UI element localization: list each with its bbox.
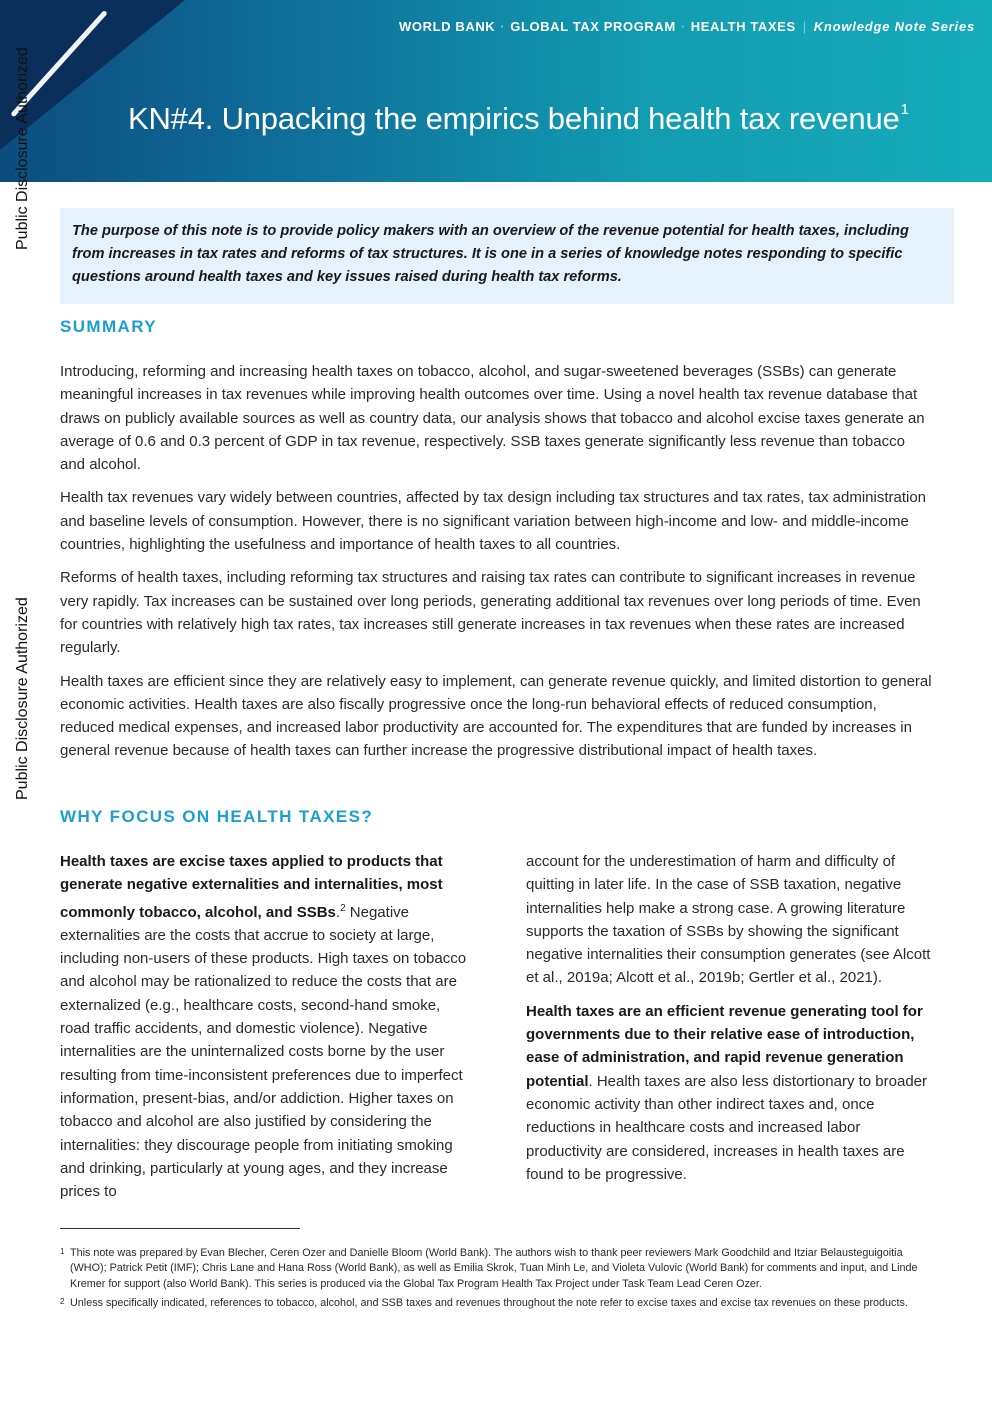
why-right-paragraph-1: account for the underestimation of harm and difficulty of quitting in later life. In the case of SSB taxation, negative internalities help make a strong case. A growing literature supports the taxation of SSBs by showing the significant negative internalities their consumption generates (see Alcott et al., 2019a; Alcott et al., 2019b; Gertler et al., 2021). [526, 853, 931, 987]
why-right-paragraph-2 [526, 1000, 938, 1186]
footnote-2 [60, 1296, 936, 1311]
crumb-global-tax-program: GLOBAL TAX PROGRAM [510, 19, 676, 34]
crumb-separator: · [500, 19, 506, 34]
footnote-1 [60, 1246, 936, 1292]
page-title [128, 101, 909, 137]
why-left-column [60, 850, 472, 1213]
footnote-divider [60, 1228, 300, 1229]
footnotes [60, 1246, 936, 1316]
crumb-separator: · [680, 19, 686, 34]
footnote-mark-2: 2 [340, 902, 346, 914]
why-left-lead: Health taxes are excise taxes applied to products that generate negative externalities and internalities, most commonly tobacco, alcohol, and SSBs [60, 853, 443, 921]
why-left-paragraph [60, 850, 472, 1203]
summary-paragraph: Health tax revenues vary widely between countries, affected by tax design including tax structures and tax rates, tax administration and baseline levels of consumption. However, there is no significant variation between high-income and low- and middle-income countries, highlighting the usefulness and importance of health taxes to all countries. [60, 489, 927, 554]
disclosure-label-bottom: Public Disclosure Authorized [14, 597, 31, 800]
page-title-text: KN#4. Unpacking the empirics behind health tax revenue [128, 101, 900, 136]
why-left-period: . [335, 903, 341, 921]
why-heading: WHY FOCUS ON HEALTH TAXES? [60, 807, 374, 826]
crumb-world-bank: WORLD BANK [399, 19, 496, 34]
series-separator: | [802, 19, 807, 34]
disclosure-label-top: Public Disclosure Authorized [14, 47, 31, 250]
why-left-body: Negative externalities are the costs that accrue to society at large, including non-users of these products. High taxes on tobacco and alcohol may be rationalized to reduce the costs that are externalized (e.g., healthcare costs, second-hand smoke, road traffic accidents, and domestic violence). Negative internalities are the uninternalized costs borne by the user resulting from time-inconsistent preferences due to imperfect information, present-bias, and/or addiction. Higher taxes on tobacco and alcohol are also justified by considering the internalities: they discourage people from initiating smoking and drinking, particularly at young ages, and they increase prices to [60, 903, 467, 1201]
series-breadcrumb [399, 19, 975, 34]
footnote-number: 2 [60, 1297, 65, 1307]
summary-paragraph: Reforms of health taxes, including reforming tax structures and raising tax rates can contribute to significant increases in revenue very rapidly. Tax increases can be sustained over long periods, generating additional tax revenues over long periods of time. Even for countries with relatively high tax rates, tax increases still generate increases in tax revenues when these rates are increased regularly. [60, 569, 921, 657]
title-footnote-mark: 1 [900, 101, 909, 118]
purpose-text: The purpose of this note is to provide policy makers with an overview of the revenue potential for health taxes, including from increases in tax rates and reforms of tax structures. It is one in a series of knowledge notes responding to specific questions around health taxes and key issues raised during health tax reforms. [72, 223, 909, 286]
series-name: Knowledge Note Series [813, 19, 975, 34]
purpose-box [60, 208, 954, 304]
footnote-number: 1 [60, 1247, 65, 1256]
header-banner [0, 0, 992, 182]
why-right-lead: Health taxes are an efficient revenue generating tool for governments due to their relative ease of introduction, ease of administration, and rapid revenue generation potential [526, 1002, 923, 1090]
summary-paragraph: Health taxes are efficient since they are relatively easy to implement, can generate revenue quickly, and limited distortion to general economic activities. Health taxes are also fiscally progressive once the long-run behavioral effects of reduced consumption, reduced medical expenses, and increased labor productivity are accounted for. The expenditures that are funded by increases in general revenue because of health taxes can further increase the progressive distributional impact of health taxes. [60, 672, 932, 760]
summary-heading: SUMMARY [60, 317, 157, 336]
crumb-health-taxes: HEALTH TAXES [690, 19, 796, 34]
why-right-column [526, 850, 938, 1196]
footnote-text: This note was prepared by Evan Blecher, Ceren Ozer and Danielle Bloom (World Bank). The authors wish to thank peer reviewers Mark Goodchild and Itziar Belausteguigoitia (WHO); Patrick Petit (IMF); Chris Lane and Hana Ross (World Bank), as well as Emilia Skrok, Tuan Minh Le, and Violeta Vulovic (World Bank) for comments and input, and Linde Kremer for support (also World Bank). This series is produced via the Global Tax Program Health Tax Project under Task Team Lead Ceren Ozer. [70, 1247, 918, 1290]
footnote-text: Unless specifically indicated, references to tobacco, alcohol, and SSB taxes and revenues throughout the note refer to excise taxes and excise tax revenues on these products. [70, 1297, 908, 1310]
summary-paragraph: Introducing, reforming and increasing health taxes on tobacco, alcohol, and sugar-sweetened beverages (SSBs) can generate meaningful increases in tax revenues while improving health outcomes over time. Using a novel health tax revenue database that draws on publicly available sources as well as country data, our analysis shows that tobacco and alcohol excise taxes generate an average of 0.6 and 0.3 percent of GDP in tax revenue, respectively. SSB taxes generate significantly less revenue than tobacco and alcohol. [60, 363, 925, 474]
why-right-body: . Health taxes are also less distortionary to broader economic activity than other indirect taxes and, once reductions in healthcare costs and increased labor productivity are considered, increases in health taxes are found to be progressive. [526, 1072, 928, 1183]
summary-section [60, 360, 932, 773]
